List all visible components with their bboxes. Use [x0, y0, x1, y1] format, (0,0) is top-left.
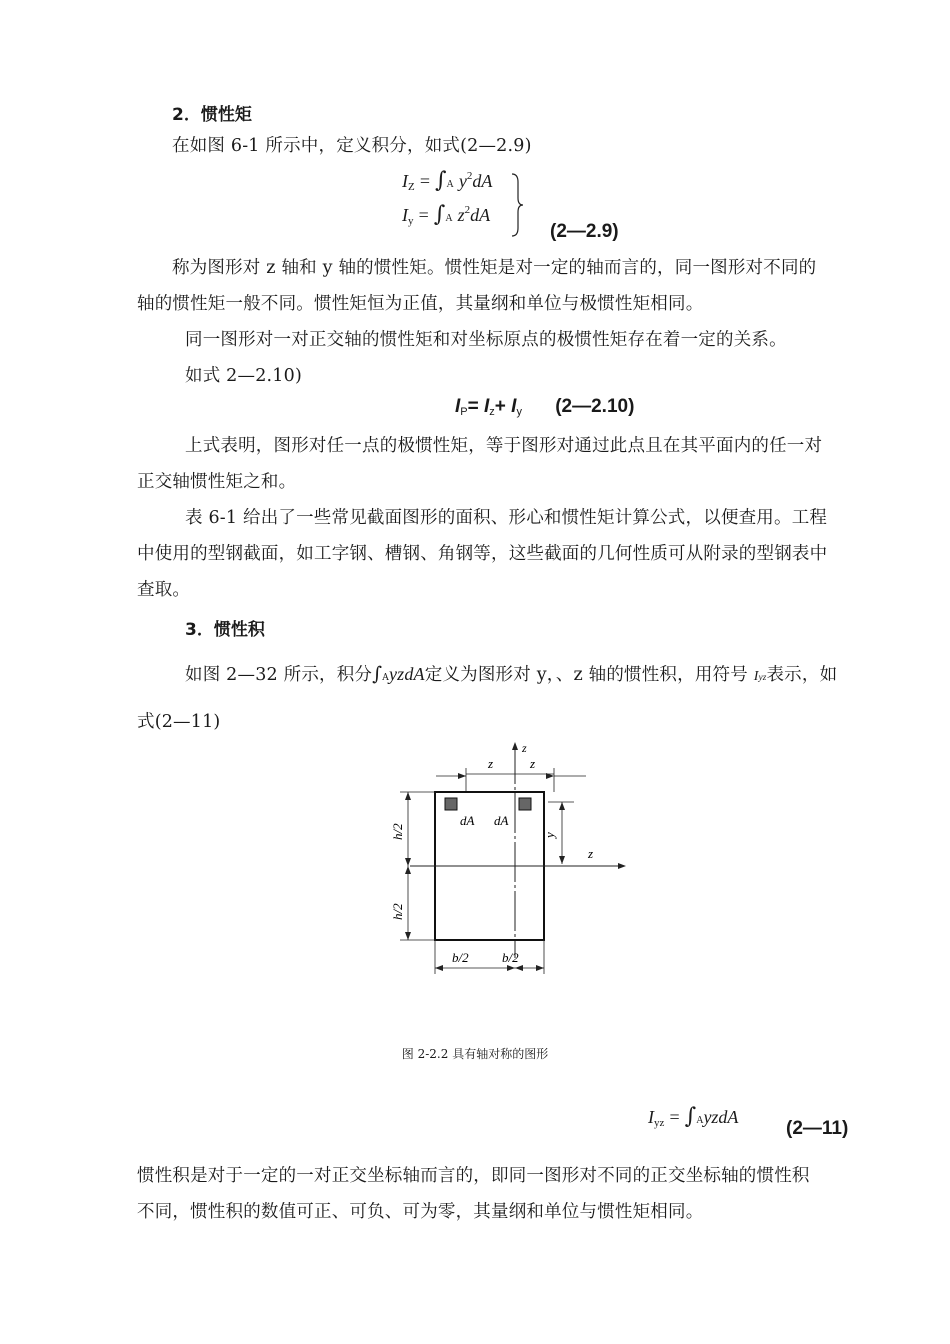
subscript: Z [408, 181, 415, 193]
paragraph-line: 查取。 [137, 580, 191, 600]
equation-number-2-11: (2—11) [786, 1118, 849, 1139]
integral-domain: A [382, 673, 389, 683]
integral-expression: yzdA [703, 1107, 739, 1127]
integral-domain: A [445, 213, 453, 224]
integral-domain: A [446, 179, 454, 190]
subscript: yz [758, 672, 767, 682]
symbol-iyz: I [753, 669, 759, 684]
area-element-right [519, 798, 531, 810]
arrow-up-icon [405, 792, 411, 800]
integral-domain: A [696, 1115, 704, 1126]
axis-label-z-top: z [522, 741, 527, 755]
exponent: 2 [466, 170, 473, 182]
paragraph-line: 轴的惯性矩一般不同。惯性矩恒为正值，其量纲和单位与极惯性矩相同。 [137, 294, 704, 314]
paragraph-line: 称为图形对 z 轴和 y 轴的惯性矩。惯性矩是对一定的轴而言的，同一图形对不同的 [172, 258, 817, 278]
equals-sign: = [669, 1107, 680, 1127]
section-2-intro: 在如图 6-1 所示中，定义积分，如式(2—2.9) [172, 136, 532, 156]
symbol-i: I [402, 205, 408, 225]
differential: dA [470, 205, 491, 225]
variable: y [458, 171, 467, 191]
paragraph-line: 如式 2—2.10) [185, 366, 302, 386]
section-3-heading: 3．惯性积 [185, 620, 265, 640]
dim-label-h-lower: h/2 [390, 903, 405, 920]
integral-sign: ∫ [372, 663, 383, 685]
equals-sign: = [467, 396, 484, 417]
equation-number-2-2-9: (2—2.9) [550, 221, 619, 242]
section-2-heading: 2．惯性矩 [172, 105, 252, 125]
equation-iz [402, 168, 492, 193]
symbol-i: I [402, 171, 408, 191]
dim-label-b-right: b/2 [502, 950, 519, 965]
subscript: y [516, 406, 522, 418]
paragraph-line: 上式表明，图形对任一点的极惯性矩，等于图形对通过此点且在其平面内的任一对 [185, 436, 823, 456]
arrow-down-icon [405, 858, 411, 866]
equation-number-2-2-10: (2—2.10) [555, 396, 635, 417]
subscript: y [408, 215, 414, 227]
dim-label-z-right: z [530, 756, 536, 771]
arrow-up-icon [405, 866, 411, 874]
paragraph-line: 正交轴惯性矩之和。 [137, 472, 297, 492]
integral-sign: ∫ [684, 1104, 697, 1129]
label-da-left: dA [460, 813, 475, 828]
symbol-i: I [648, 1107, 654, 1127]
paragraph-line: 表 6-1 给出了一些常见截面图形的面积、形心和惯性矩计算公式，以便查用。工程 [185, 508, 828, 528]
paragraph-line: 同一图形对一对正交轴的惯性矩和对坐标原点的极惯性矩存在着一定的关系。 [185, 330, 787, 350]
subscript: P [460, 406, 468, 418]
arrow-down-icon [405, 932, 411, 940]
label-da-right: dA [494, 813, 509, 828]
text-run: 如图 2—32 所示，积分 [185, 665, 373, 685]
integral-sign: ∫ [435, 168, 447, 193]
figure-caption: 图 2-2.2 具有轴对称的图形 [401, 1047, 549, 1061]
exponent: 2 [464, 204, 471, 216]
dim-label-z-left: z [488, 756, 494, 771]
symbol-iy: I [511, 396, 517, 417]
area-element-left [445, 798, 457, 810]
symmetric-section-figure [370, 740, 630, 980]
subscript: yz [654, 1117, 665, 1129]
arrow-up-icon [512, 742, 518, 750]
arrow-up-icon [559, 802, 565, 810]
paragraph-line: 惯性积是对于一定的一对正交坐标轴而言的，即同一图形对不同的正交坐标轴的惯性积 [137, 1166, 810, 1186]
integral-expression: yzdA [388, 664, 425, 684]
paragraph-line: 中使用的型钢截面，如工字钢、槽钢、角钢等，这些截面的几何性质可从附录的型钢表中 [137, 544, 828, 564]
arrow-down-icon [559, 856, 565, 864]
dim-label-y: y [542, 832, 557, 838]
dim-label-b-left: b/2 [452, 950, 469, 965]
arrow-left-icon [435, 965, 443, 971]
equation-2-2-10 [455, 396, 634, 418]
integral-sign: ∫ [433, 202, 446, 227]
symbol-ip: I [455, 396, 461, 417]
text-run: 表示，如 [766, 665, 838, 685]
text-run: 定义为图形对 y，、z 轴的惯性积，用符号 [424, 665, 748, 685]
differential: dA [472, 171, 493, 191]
subscript: z [489, 406, 495, 418]
arrow-right-icon [458, 773, 466, 779]
plus-sign: + [494, 396, 512, 417]
arrow-left-icon [515, 965, 523, 971]
dim-label-h-upper: h/2 [390, 823, 405, 840]
arrow-right-icon [536, 965, 544, 971]
symbol-iz: I [484, 396, 490, 417]
section-3-paragraph [185, 656, 837, 696]
equation-iy [402, 202, 490, 227]
axis-label-z-right: z [588, 846, 594, 861]
paragraph-line: 式(2—11) [137, 712, 221, 732]
equals-sign: = [419, 171, 430, 191]
arrow-right-icon [507, 965, 515, 971]
paragraph-line: 不同，惯性积的数值可正、可负、可为零，其量纲和单位与惯性矩相同。 [137, 1202, 704, 1222]
right-brace-icon [510, 172, 524, 238]
equals-sign: = [418, 205, 429, 225]
equation-2-11 [648, 1104, 738, 1129]
arrow-right-icon [618, 863, 626, 869]
variable: z [457, 205, 465, 225]
